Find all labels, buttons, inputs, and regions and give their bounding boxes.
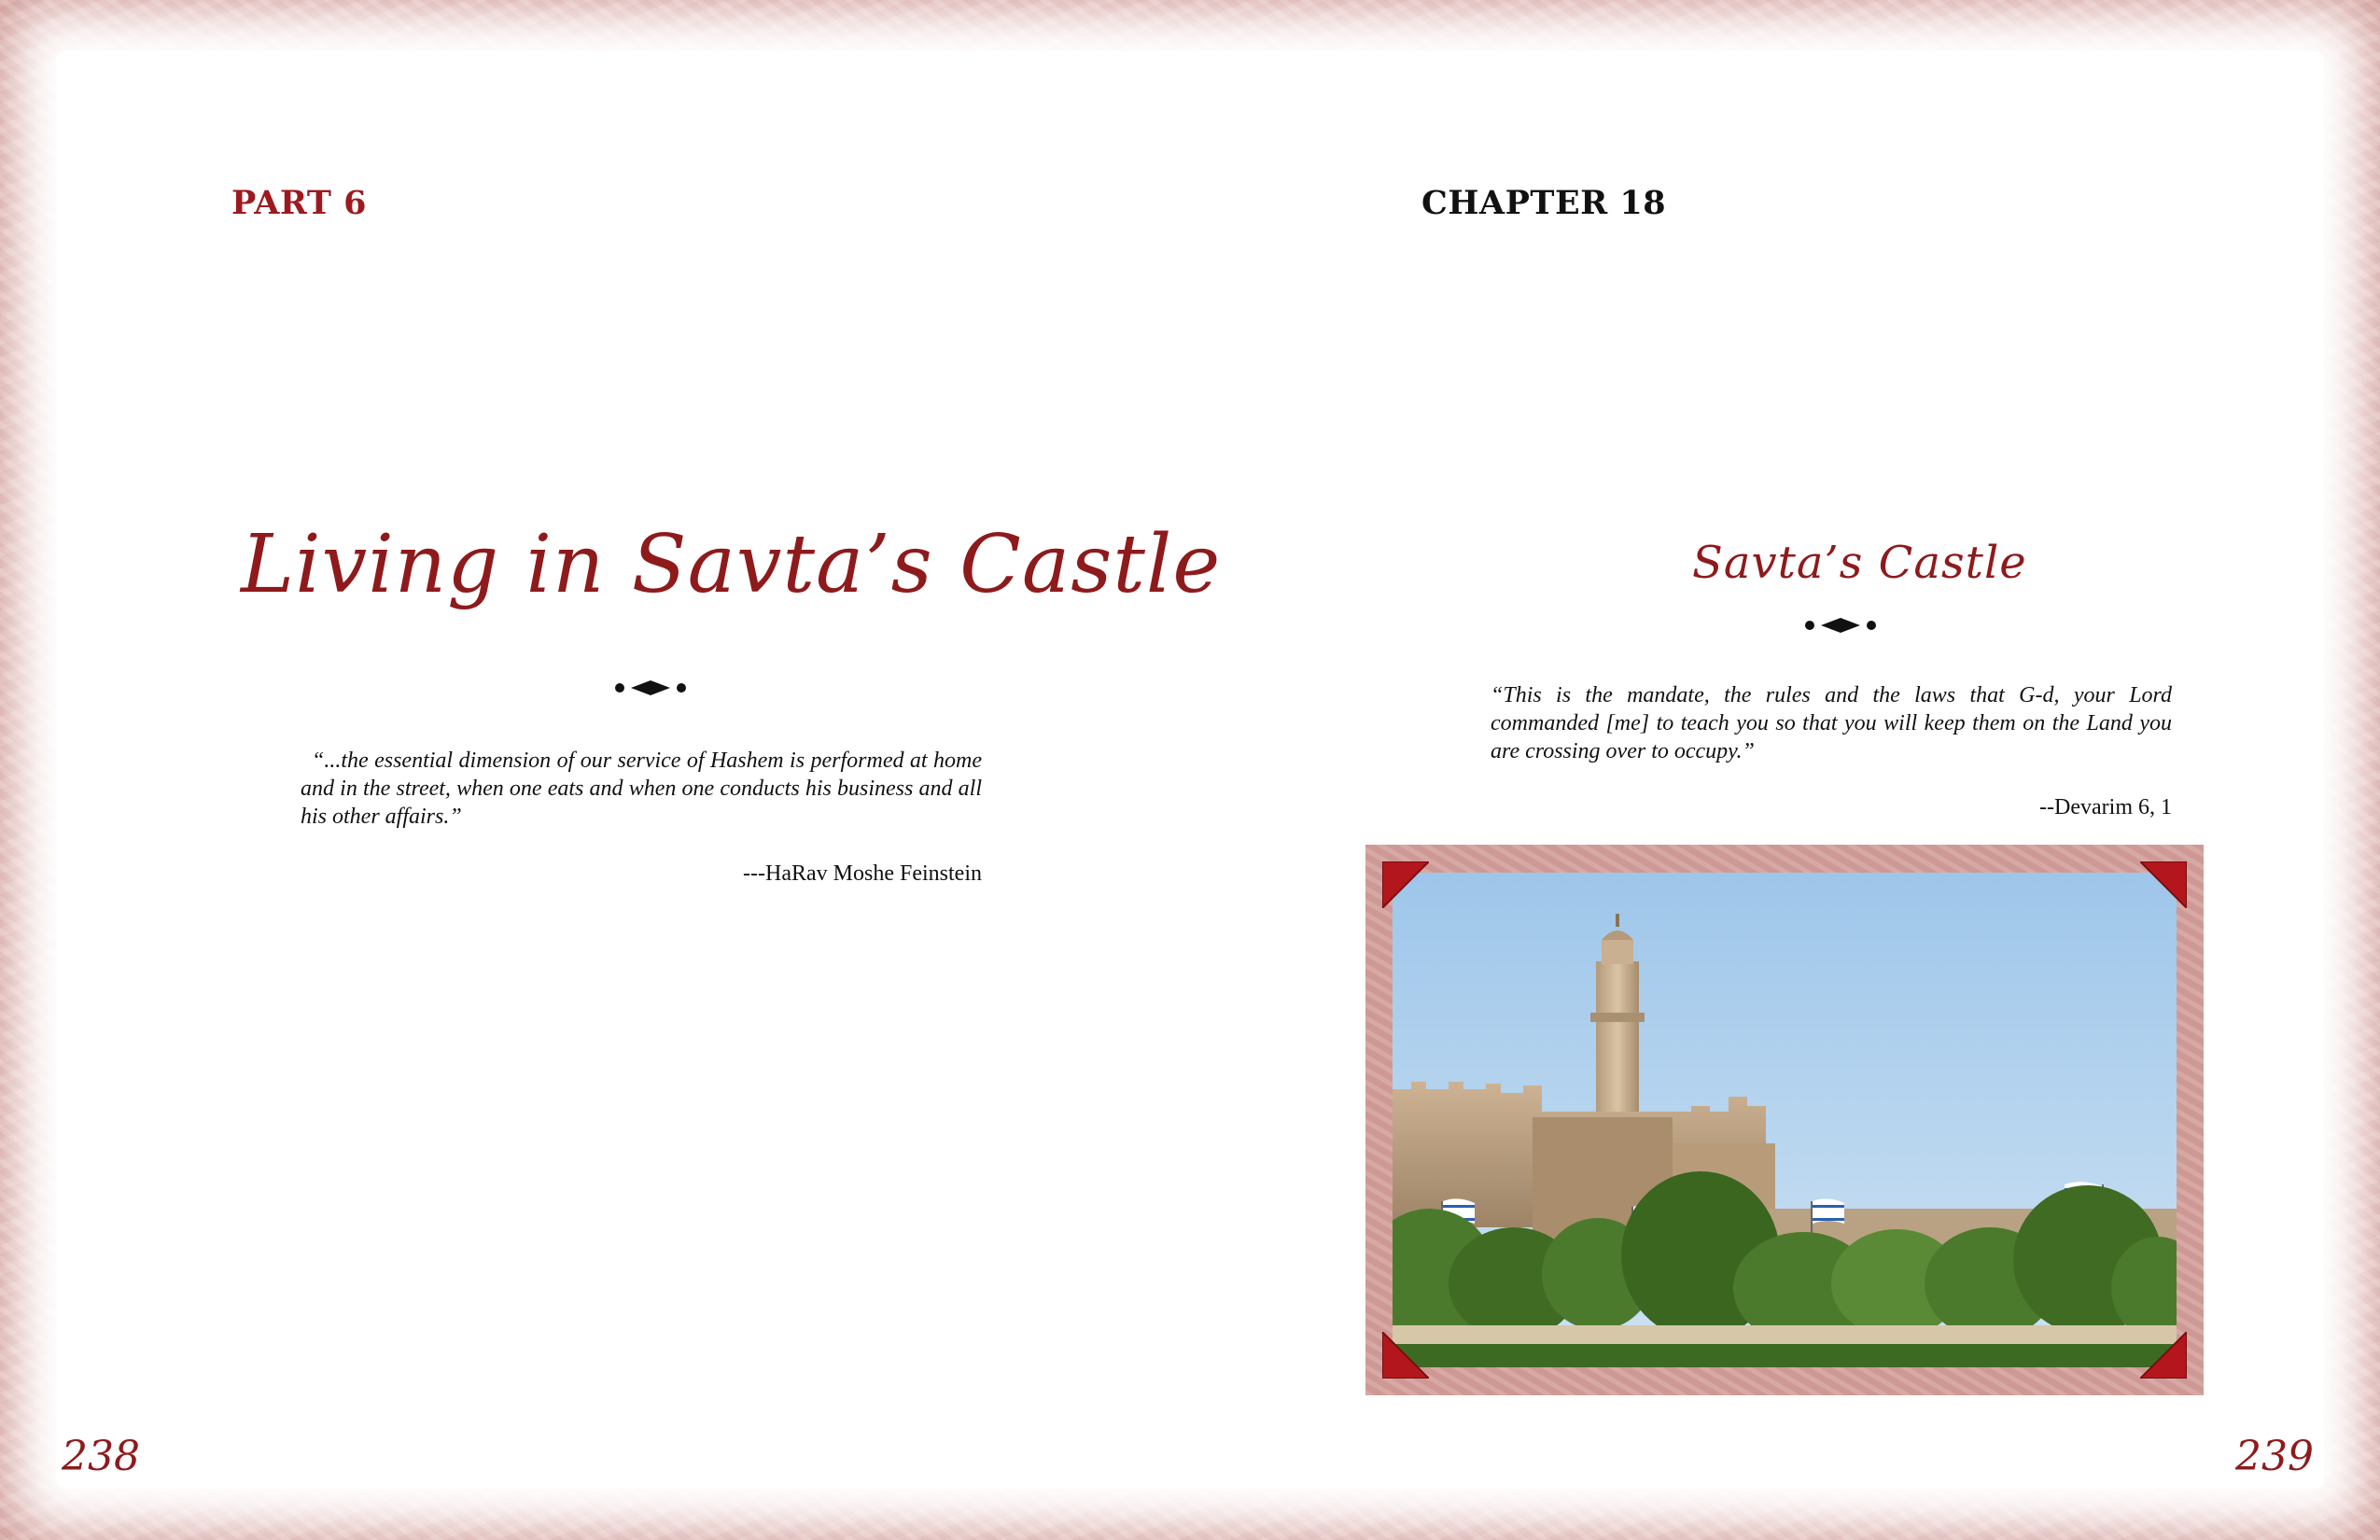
- chapter-title: Savta’s Castle: [1692, 537, 2027, 589]
- part-epigraph-attribution: ---HaRav Moshe Feinstein: [743, 861, 982, 886]
- part-epigraph-quote: “...the essential dimension of our service of Hashem is performed at home and in the street, when one eats and when one conducts his business and all his other affairs.”: [301, 749, 982, 829]
- photo-mat: [1365, 845, 2204, 1395]
- photo-corner-icon: [2140, 861, 2187, 908]
- part-label: PART 6: [231, 184, 367, 222]
- photo-corner-icon: [1382, 861, 1429, 908]
- chapter-epigraph-quote: “This is the mandate, the rules and the laws that G-d, your Lord commanded [me] to teach you so that you will keep them on the Land you are crossing over to occupy.”: [1491, 683, 2172, 763]
- diamond-dots-ornament-icon: [614, 677, 687, 699]
- part-title: Living in Savta’s Castle: [241, 518, 1222, 611]
- photo-corner-icon: [2140, 1332, 2187, 1379]
- chapter-label: CHAPTER 18: [1421, 184, 1667, 222]
- diamond-dots-ornament-icon: [1804, 614, 1877, 637]
- page-number-left: 238: [62, 1433, 140, 1480]
- chapter-epigraph-attribution: --Devarim 6, 1: [2039, 795, 2172, 819]
- tower-of-david-photo: [1393, 873, 2177, 1367]
- page-number-right: 239: [2235, 1433, 2314, 1480]
- photo-corner-icon: [1382, 1332, 1429, 1379]
